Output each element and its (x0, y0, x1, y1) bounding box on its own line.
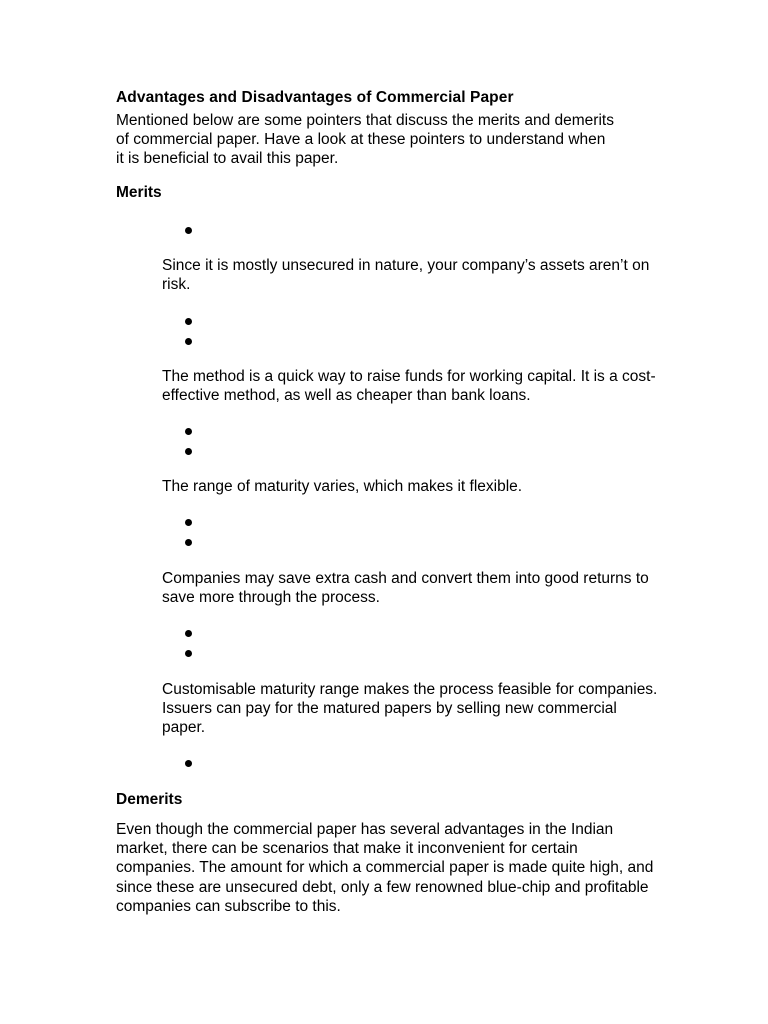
bullet-dot (185, 650, 192, 657)
bullet-dot (185, 760, 192, 767)
bullet-dot (185, 428, 192, 435)
bullet-dot (185, 227, 192, 234)
merits-heading: Merits (116, 184, 162, 201)
merit-point-1: Since it is mostly unsecured in nature, your company’s assets aren’t on risk. (162, 257, 650, 294)
bullet-dot (185, 448, 192, 455)
intro-paragraph: Mentioned below are some pointers that discuss the merits and demerits of commercial paper. Have a look at these pointers to understand when it is beneficial to avail this paper. (116, 112, 614, 168)
merit-point-4: Companies may save extra cash and convert them into good returns to save more through the process. (162, 570, 649, 607)
merit-point-2: The method is a quick way to raise funds for working capital. It is a cost-effective method, as well as cheaper than bank loans. (162, 368, 656, 405)
bullet-dot (185, 630, 192, 637)
demerits-paragraph: Even though the commercial paper has several advantages in the Indian market, there can be scenarios that make it inconvenient for certain companies. The amount for which a commercial paper is made quite high, and since these are unsecured debt, only a few renowned blue-chip and profitable companies can subscribe to this. (116, 821, 654, 915)
bullet-dot (185, 519, 192, 526)
merit-point-3: The range of maturity varies, which makes it flexible. (162, 478, 523, 495)
bullet-dot (185, 338, 192, 345)
document-title: Advantages and Disadvantages of Commercial Paper (116, 89, 514, 106)
bullet-dot (185, 318, 192, 325)
demerits-heading: Demerits (116, 791, 183, 808)
merit-point-5: Customisable maturity range makes the process feasible for companies. Issuers can pay for the matured papers by selling new commercial paper. (162, 681, 658, 737)
bullet-dot (185, 539, 192, 546)
